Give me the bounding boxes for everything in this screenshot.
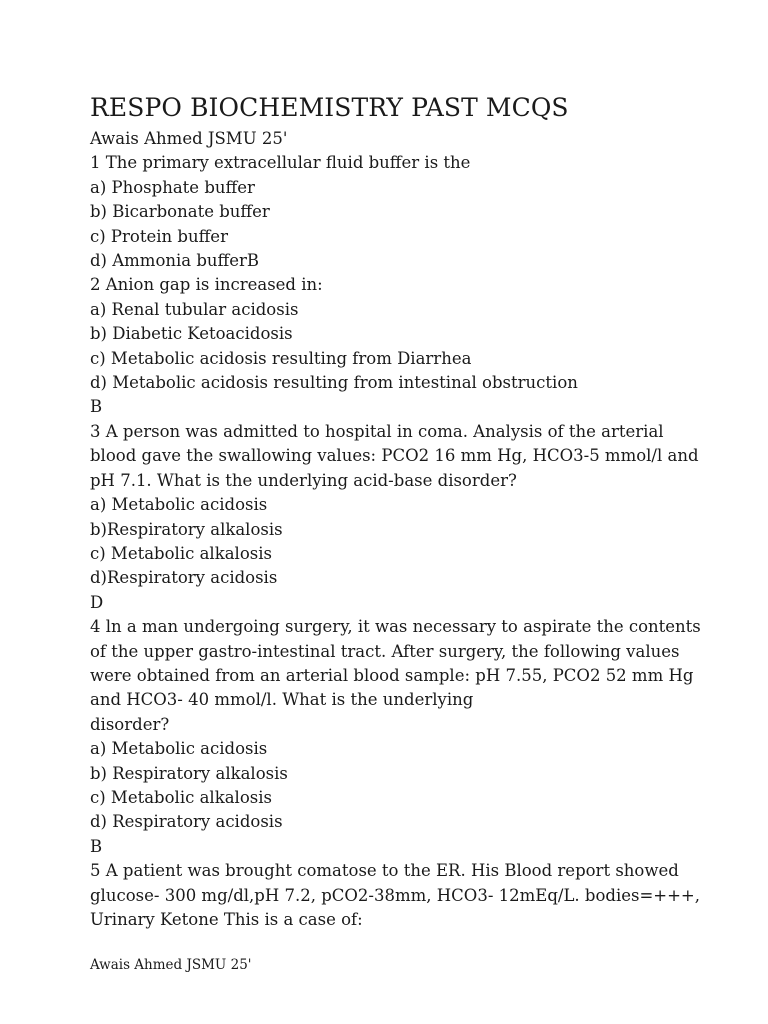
page-footer: Awais Ahmed JSMU 25' (90, 957, 252, 973)
text-line: 2 Anion gap is increased in: (90, 275, 323, 295)
text-line: pH 7.1. What is the underlying acid-base disorder? (90, 470, 517, 490)
text-line: a) Metabolic acidosis (90, 739, 268, 759)
text-line: c) Metabolic alkalosis (90, 787, 272, 807)
text-line: a) Phosphate buffer (90, 177, 255, 197)
text-line: D (90, 592, 104, 612)
text-line: 5 A patient was brought comatose to the ER. His Blood report showed (90, 861, 679, 881)
text-line: 1 The primary extracellular fluid buffer is the (90, 153, 471, 173)
text-line: b) Respiratory alkalosis (90, 763, 288, 783)
text-line: b)Respiratory alkalosis (90, 519, 283, 539)
text-line: c) Metabolic acidosis resulting from Diarrhea (90, 348, 472, 368)
text-line: d) Ammonia bufferB (90, 251, 260, 271)
text-line: were obtained from an arterial blood sample: pH 7.55, PCO2 52 mm Hg (90, 665, 694, 685)
text-line: a) Renal tubular acidosis (90, 299, 299, 319)
text-line: 3 A person was admitted to hospital in coma. Analysis of the arterial (90, 421, 664, 441)
text-line: glucose- 300 mg/dl,pH 7.2, pCO2-38mm, HCO3- 12mEq/L. bodies=+++, (90, 885, 701, 905)
text-line: c) Metabolic alkalosis (90, 543, 272, 563)
text-line: c) Protein buffer (90, 226, 228, 246)
text-line: B (90, 397, 103, 417)
text-line: 4 ln a man undergoing surgery, it was necessary to aspirate the contents (90, 617, 701, 637)
text-line: B (90, 836, 103, 856)
text-line: d)Respiratory acidosis (90, 568, 278, 588)
text-line: and HCO3- 40 mmol/l. What is the underlying (90, 690, 474, 710)
text-line: disorder? (90, 714, 170, 734)
text-line: b) Bicarbonate buffer (90, 202, 270, 222)
text-line: Awais Ahmed JSMU 25' (90, 129, 288, 148)
text-line: d) Metabolic acidosis resulting from intestinal obstruction (90, 373, 578, 393)
text-line: Urinary Ketone This is a case of: (90, 910, 363, 929)
document-page (90, 92, 701, 932)
text-line: of the upper gastro-intestinal tract. After surgery, the following values (90, 641, 680, 661)
text-line: d) Respiratory acidosis (90, 812, 283, 832)
text-line: a) Metabolic acidosis (90, 495, 268, 515)
text-line: blood gave the swallowing values: PCO2 16 mm Hg, HCO3-5 mmol/l and (90, 446, 699, 466)
text-line: b) Diabetic Ketoacidosis (90, 324, 293, 344)
document-title: RESPO BIOCHEMISTRY PAST MCQS (90, 93, 569, 122)
